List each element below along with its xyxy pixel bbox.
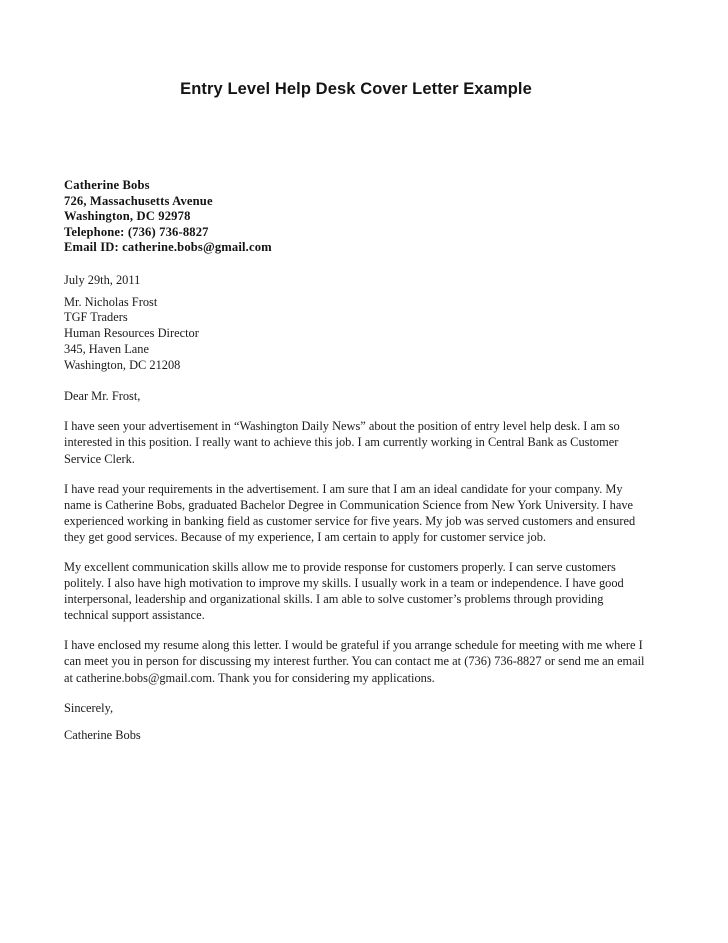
sender-telephone: Telephone: (736) 736-8827 <box>64 224 209 239</box>
body-paragraph-1: I have seen your advertisement in “Washington Daily News” about the position of entry level help desk. I am so interested in this position. I really want to achieve this job. I am currently working in Central Bank as Customer Service Clerk. <box>64 419 620 466</box>
sender-street: 726, Massachusetts Avenue <box>64 193 213 208</box>
body-paragraph-3: My excellent communication skills allow me to provide response for customers properly. I can serve customers politely. I also have high motivation to improve my skills. I usually work in a team or independence. I have good interpersonal, leadership and organizational skills. I am able to solve customer’s problems through providing technical support assistance. <box>64 560 624 623</box>
cover-letter-body <box>64 178 648 744</box>
sender-city-state-zip: Washington, DC 92978 <box>64 209 191 224</box>
page-title: Entry Level Help Desk Cover Letter Example <box>180 80 532 98</box>
sender-email: Email ID: catherine.bobs@gmail.com <box>64 240 272 255</box>
recipient-title: Human Resources Director <box>64 326 199 341</box>
sender-name: Catherine Bobs <box>64 178 150 192</box>
recipient-name: Mr. Nicholas Frost <box>64 294 158 309</box>
recipient-city-state-zip: Washington, DC 21208 <box>64 357 181 372</box>
body-paragraph-4: I have enclosed my resume along this letter. I would be grateful if you arrange schedule for meeting with me where I can meet you in person for discussing my interest further. You can contact me at (736) 736-8827 or send me an email at catherine.bobs@gmail.com. Thank you for considering my applications. <box>64 638 645 685</box>
letter-date: July 29th, 2011 <box>64 272 141 287</box>
body-paragraph-2: I have read your requirements in the advertisement. I am sure that I am an ideal candidate for your company. My name is Catherine Bobs, graduated Bachelor Degree in Communication Science from New York University. I have experienced working in banking field as customer service for five years. My job was served customers and ensured they get good services. Because of my experience, I am certain to apply for customer service job. <box>64 481 636 544</box>
sender-address-block <box>64 178 648 256</box>
closing-salutation: Sincerely, <box>64 700 114 715</box>
recipient-street: 345, Haven Lane <box>64 341 149 356</box>
recipient-address-block <box>64 295 648 374</box>
signature-name: Catherine Bobs <box>64 728 141 743</box>
salutation: Dear Mr. Frost, <box>64 388 141 403</box>
recipient-company: TGF Traders <box>64 310 128 325</box>
